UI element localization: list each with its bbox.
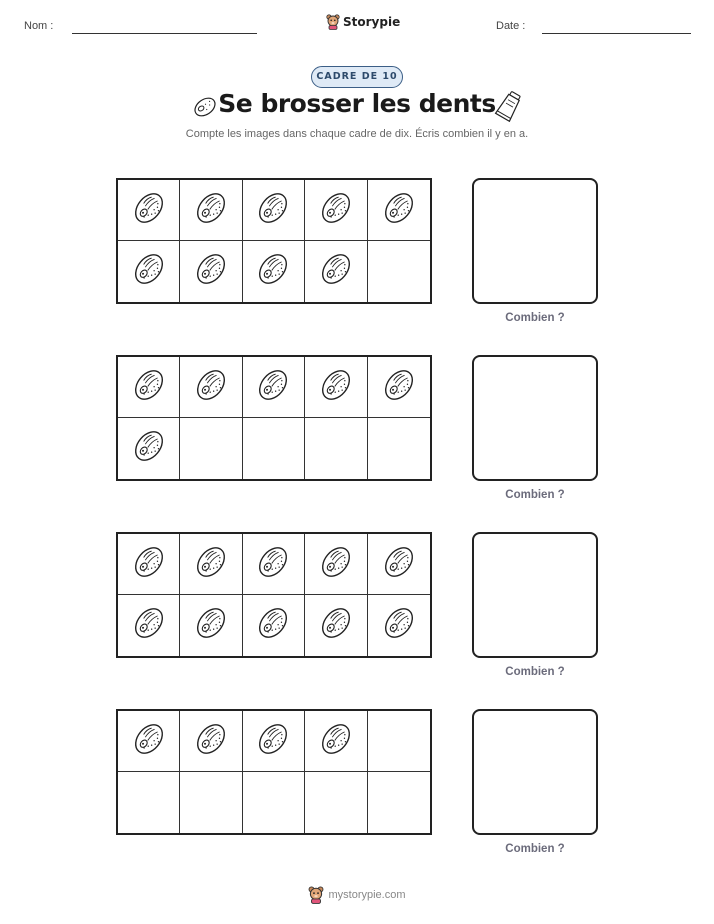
ten-frame: [116, 532, 432, 658]
sponge-icon: [253, 603, 293, 648]
sponge-icon: [253, 719, 293, 764]
sponge-icon: [316, 603, 356, 648]
sponge-icon: [253, 365, 293, 410]
frame-cell: [305, 595, 367, 656]
sponge-icon: [191, 365, 231, 410]
frame-cell: [243, 595, 305, 656]
frame-cell: [243, 180, 305, 241]
sponge-icon: [191, 542, 231, 587]
frame-cell: [368, 534, 430, 595]
bear-icon: [308, 886, 324, 904]
frame-cell: [180, 711, 242, 772]
frame-cell: [305, 418, 367, 479]
answer-label: Combien ?: [505, 489, 565, 501]
answer-label: Combien ?: [505, 312, 565, 324]
frame-cell: [118, 711, 180, 772]
frame-cell: [368, 241, 430, 302]
frame-cell: [243, 418, 305, 479]
sponge-icon: [191, 249, 231, 294]
sponge-icon: [253, 249, 293, 294]
ten-frame: [116, 709, 432, 835]
name-line[interactable]: [72, 33, 257, 34]
frame-cell: [180, 534, 242, 595]
sponge-icon: [129, 249, 169, 294]
frame-cell: [180, 357, 242, 418]
page-title: Se brosser les dents: [218, 89, 496, 118]
answer-box[interactable]: [472, 532, 598, 658]
date-line[interactable]: [542, 33, 691, 34]
frame-cell: [243, 711, 305, 772]
sponge-icon: [129, 188, 169, 233]
sponge-icon: [379, 542, 419, 587]
frame-cell: [180, 418, 242, 479]
frame-cell: [118, 772, 180, 833]
sponge-icon: [191, 719, 231, 764]
instructions: Compte les images dans chaque cadre de dix. Écris combien il y en a.: [185, 128, 529, 140]
sponge-icon: [379, 188, 419, 233]
frame-cell: [305, 534, 367, 595]
frame-cell: [368, 772, 430, 833]
ten-frame: [116, 178, 432, 304]
answer-box[interactable]: [472, 355, 598, 481]
frame-cell: [118, 180, 180, 241]
sponge-icon: [379, 603, 419, 648]
frame-cell: [243, 357, 305, 418]
sponge-icon: [191, 188, 231, 233]
frame-cell: [118, 534, 180, 595]
name-label: Nom :: [24, 20, 54, 32]
frame-cell: [118, 595, 180, 656]
bear-icon: [326, 14, 340, 30]
sponge-icon: [253, 188, 293, 233]
frame-cell: [305, 241, 367, 302]
frame-cell: [243, 534, 305, 595]
sponge-icon: [129, 542, 169, 587]
brand-logo: [326, 14, 400, 30]
sponge-icon: [316, 542, 356, 587]
frame-cell: [180, 241, 242, 302]
ten-frame: [116, 355, 432, 481]
sponge-icon: [253, 542, 293, 587]
answer-box[interactable]: [472, 709, 598, 835]
frame-cell: [180, 180, 242, 241]
sponge-icon: [129, 365, 169, 410]
frame-cell: [118, 357, 180, 418]
sponge-icon: [129, 719, 169, 764]
frame-cell: [305, 711, 367, 772]
answer-label: Combien ?: [505, 666, 565, 678]
date-label: Date :: [496, 20, 526, 32]
frame-cell: [118, 241, 180, 302]
sponge-icon: [191, 603, 231, 648]
frame-cell: [180, 772, 242, 833]
sponge-icon: [316, 249, 356, 294]
answer-label: Combien ?: [505, 843, 565, 855]
frame-cell: [368, 711, 430, 772]
answer-box[interactable]: [472, 178, 598, 304]
sponge-icon: [129, 426, 169, 471]
frame-cell: [305, 180, 367, 241]
frame-cell: [368, 180, 430, 241]
frame-cell: [368, 418, 430, 479]
sponge-icon: [379, 365, 419, 410]
worksheet-type-badge: CADRE DE 10: [311, 66, 403, 88]
frame-cell: [118, 418, 180, 479]
frame-cell: [243, 241, 305, 302]
brand-name: Storypie: [343, 15, 401, 29]
frame-cell: [368, 595, 430, 656]
sponge-icon: [316, 188, 356, 233]
frame-cell: [243, 772, 305, 833]
toothpaste-icon: [493, 89, 525, 123]
frame-cell: [180, 595, 242, 656]
footer-url: mystorypie.com: [328, 889, 406, 901]
sponge-icon: [316, 365, 356, 410]
frame-cell: [368, 357, 430, 418]
frame-cell: [305, 772, 367, 833]
sponge-icon: [316, 719, 356, 764]
frame-cell: [305, 357, 367, 418]
sponge-icon: [129, 603, 169, 648]
footer: [0, 886, 714, 904]
